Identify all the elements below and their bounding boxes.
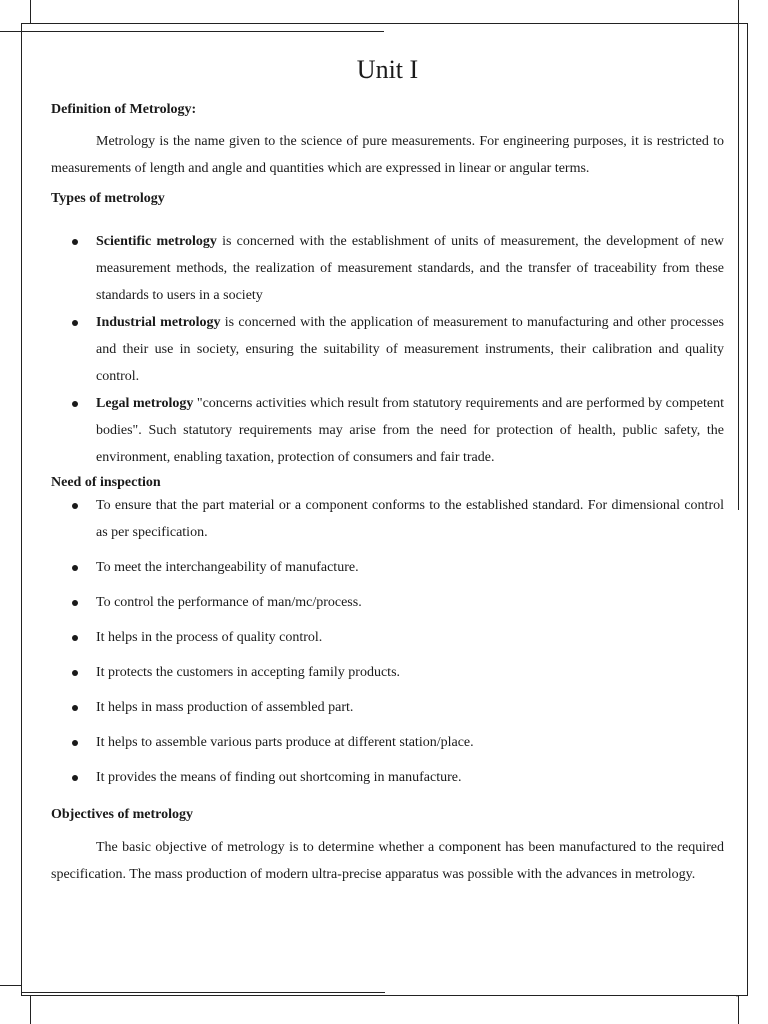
border-line-left-outer	[30, 0, 31, 23]
page-title: Unit I	[356, 55, 419, 84]
bullet-icon	[72, 320, 78, 326]
bullet-icon	[72, 775, 78, 781]
list-item-text: is concerned with the establishment of units of measurement, the development of new measurement methods, the realization of measurement standards, and the transfer of traceability from these standards to users in a society	[96, 234, 724, 303]
list-item-text: It provides the means of finding out shortcoming in manufacture.	[96, 770, 462, 785]
bullet-icon	[72, 600, 78, 606]
bullet-icon	[72, 565, 78, 571]
inspection-heading: Need of inspection	[51, 475, 161, 490]
list-item	[51, 694, 724, 721]
border-line-bottom-left	[0, 985, 21, 986]
list-item	[51, 624, 724, 651]
page-content	[51, 52, 724, 888]
list-item	[51, 589, 724, 616]
border-line-bottom-inner	[21, 992, 385, 993]
list-item-text: To control the performance of man/mc/process.	[96, 595, 362, 610]
border-line-right-bottom	[738, 996, 739, 1024]
list-item	[51, 309, 724, 390]
list-item-text: "concerns activities which result from statutory requirements and are performed by competent bodies". Such statutory requirements may arise from the need for protection of health, public safety, the environment, enabling taxation, protection of consumers and fair trade.	[96, 396, 724, 465]
definition-paragraph	[51, 128, 724, 182]
types-heading: Types of metrology	[51, 191, 165, 206]
list-item-term: Scientific metrology	[96, 234, 217, 249]
bullet-icon	[72, 705, 78, 711]
list-item-text: It helps in the process of quality control.	[96, 630, 323, 645]
border-line-right-outer	[738, 0, 739, 510]
list-item-text: It helps in mass production of assembled part.	[96, 700, 354, 715]
border-line-top-left	[0, 31, 384, 32]
bullet-icon	[72, 401, 78, 407]
list-item	[51, 659, 724, 686]
bullet-icon	[72, 503, 78, 509]
list-item	[51, 228, 724, 309]
list-item-term: Legal metrology	[96, 396, 194, 411]
list-item-text: is concerned with the application of measurement to manufacturing and other processes and their use in society, ensuring the suitability of measurement instruments, their calibration and quality control.	[96, 315, 724, 384]
objectives-heading: Objectives of metrology	[51, 807, 194, 822]
list-item-text: It helps to assemble various parts produce at different station/place.	[96, 735, 474, 750]
list-item	[51, 554, 724, 581]
definition-text: Metrology is the name given to the science of pure measurements. For engineering purposes, it is restricted to measurements of length and angle and quantities which are expressed in linear or angular terms.	[51, 134, 724, 176]
inspection-list	[51, 492, 724, 791]
types-list	[51, 228, 724, 471]
definition-heading: Definition of Metrology:	[51, 102, 197, 117]
list-item	[51, 390, 724, 471]
list-item	[51, 492, 724, 546]
border-line-left-bottom	[30, 996, 31, 1024]
list-item	[51, 729, 724, 756]
bullet-icon	[72, 635, 78, 641]
list-item-text: To meet the interchangeability of manufacture.	[96, 560, 359, 575]
bullet-icon	[72, 239, 78, 245]
objectives-paragraph	[51, 834, 724, 888]
bullet-icon	[72, 740, 78, 746]
list-item	[51, 764, 724, 791]
list-item-text: It protects the customers in accepting family products.	[96, 665, 401, 680]
corner-mark: .	[736, 990, 738, 999]
list-item-term: Industrial metrology	[96, 315, 221, 330]
bullet-icon	[72, 670, 78, 676]
objectives-text: The basic objective of metrology is to determine whether a component has been manufactured to the required specification. The mass production of modern ultra-precise apparatus was possible with the advances in metrology.	[51, 840, 724, 882]
list-item-text: To ensure that the part material or a component conforms to the established standard. For dimensional control as per specification.	[96, 498, 724, 540]
